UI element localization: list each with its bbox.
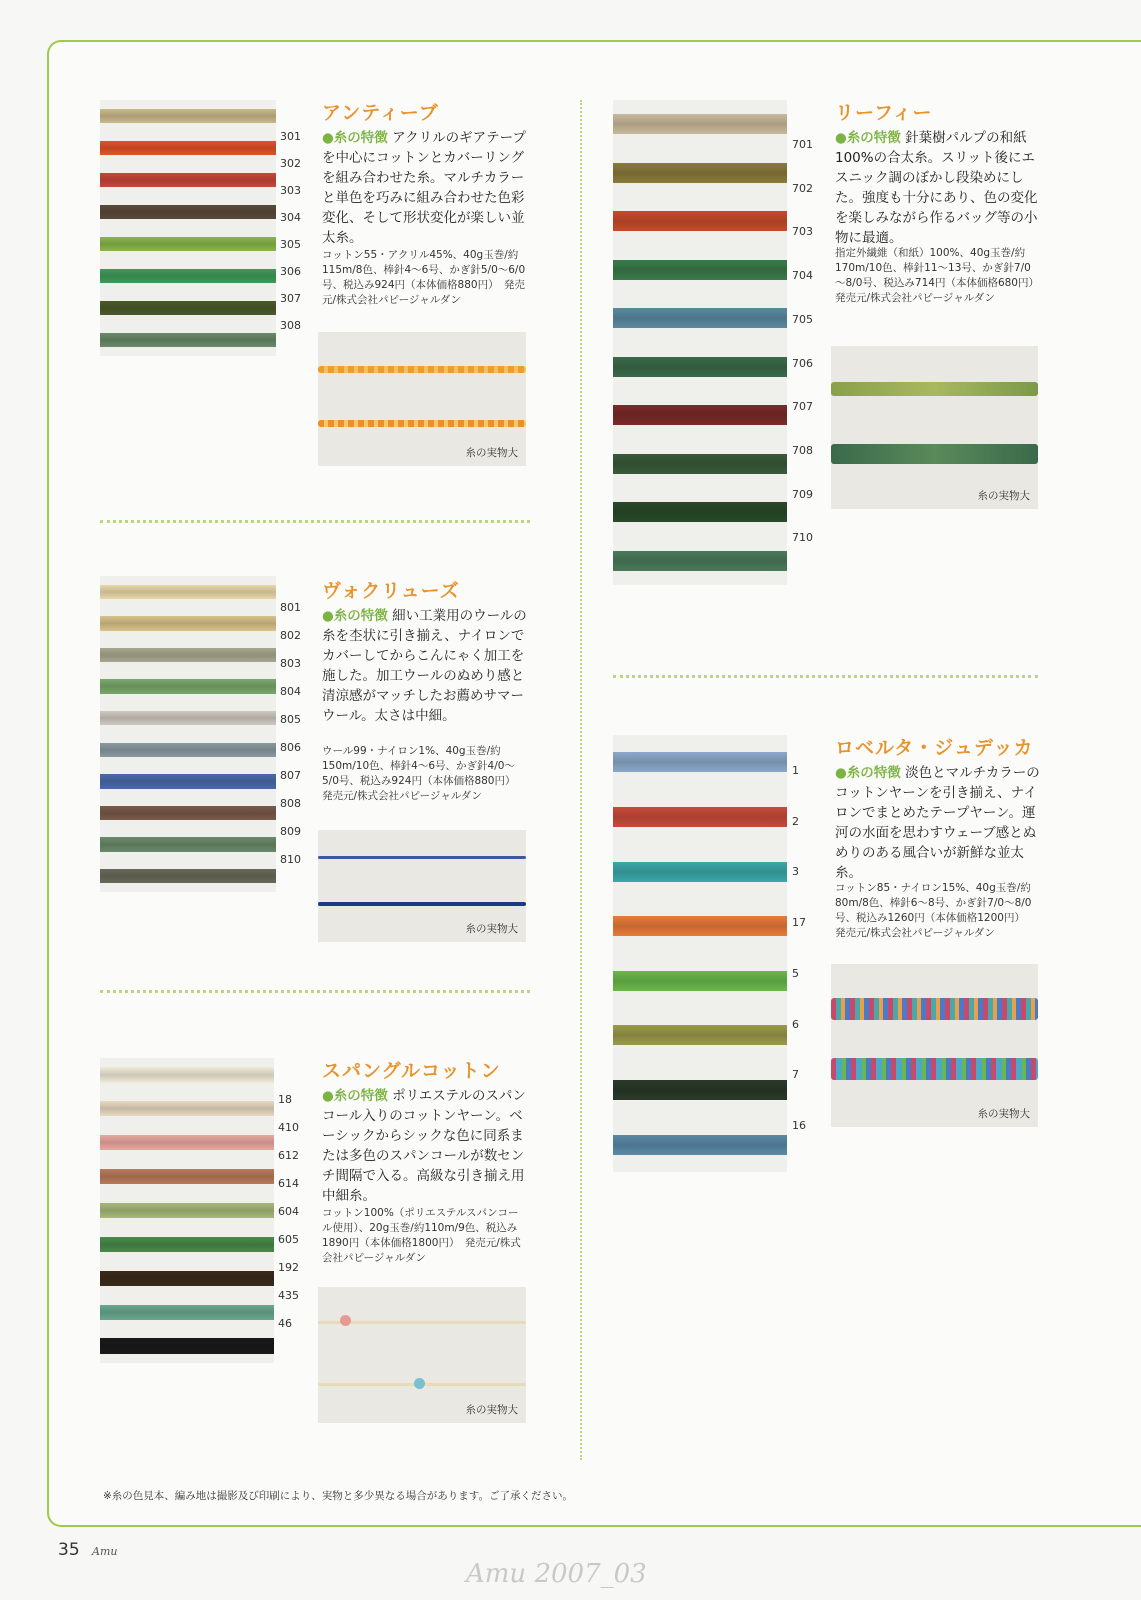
yarn-strand	[831, 444, 1038, 464]
yarn-swatch	[613, 211, 787, 231]
feature-text: アクリルのギアテープを中心にコットンとカバーリングを組み合わせた糸。マルチカラーと単色を巧みに組み合わせた色彩変化、そして形状変化が楽しい並太糸。	[322, 130, 526, 246]
actual-size-photo	[318, 332, 526, 466]
yarn-swatch	[613, 916, 787, 936]
yarn-swatch	[100, 711, 276, 725]
magazine-brand: Amu	[92, 1545, 118, 1558]
yarn-strand	[831, 1058, 1038, 1080]
color-code: 7	[792, 1068, 799, 1082]
column-divider	[580, 100, 582, 1460]
yarn-swatch	[613, 807, 787, 827]
color-code: 703	[792, 225, 813, 239]
color-code: 805	[280, 713, 301, 726]
color-code: 302	[280, 157, 301, 170]
yarn-swatch	[100, 1338, 274, 1353]
color-code: 435	[278, 1289, 299, 1302]
color-code: 801	[280, 601, 301, 614]
color-code: 3	[792, 865, 799, 879]
yarn-swatch	[613, 454, 787, 474]
actual-size-photo	[831, 346, 1038, 509]
color-code: 304	[280, 211, 301, 224]
color-code: 704	[792, 269, 813, 283]
yarn-swatch-panel	[613, 735, 787, 1172]
feature-label: ●糸の特徴	[835, 765, 901, 781]
feature-label: ●糸の特徴	[322, 1088, 388, 1104]
yarn-swatch	[613, 1135, 787, 1155]
photo-caption: 糸の実物大	[465, 1404, 518, 1416]
yarn-swatch	[100, 1237, 274, 1252]
color-code: 706	[792, 356, 813, 370]
yarn-swatch	[100, 1271, 274, 1286]
product-spec: コットン55・アクリル45%、40g玉巻/約115m/8色、棒針4～6号、かぎ針5/0～6/0号、税込み924円（本体価格880円） 発売元/株式会社パピージャルダン	[322, 249, 526, 306]
color-code: 707	[792, 400, 813, 414]
yarn-swatch	[613, 862, 787, 882]
section-divider	[100, 990, 530, 993]
yarn-swatch	[100, 616, 276, 630]
color-code: 807	[280, 769, 301, 782]
yarn-swatch	[100, 1203, 274, 1218]
yarn-swatch	[100, 1305, 274, 1320]
yarn-swatch	[100, 648, 276, 662]
yarn-swatch	[100, 743, 276, 757]
yarn-swatch	[100, 1067, 274, 1082]
feature-label: ●糸の特徴	[322, 130, 388, 146]
yarn-swatch	[613, 1025, 787, 1045]
color-code: 708	[792, 443, 813, 457]
yarn-swatch-panel	[100, 100, 276, 356]
yarn-swatch-panel	[100, 1058, 274, 1363]
sequin	[414, 1378, 425, 1389]
color-code: 614	[278, 1177, 299, 1190]
product-spec: コットン100%（ポリエステルスパンコール使用）、20g玉巻/約110m/9色、税込み1890円（本体価格1800円） 発売元/株式会社パピージャルダン	[322, 1207, 521, 1264]
yarn-swatch	[613, 502, 787, 522]
yarn-strand	[831, 382, 1038, 396]
yarn-swatch-panel	[613, 100, 787, 585]
actual-size-photo	[318, 1287, 526, 1423]
color-code: 307	[280, 292, 301, 305]
color-code: 806	[280, 741, 301, 754]
color-code: 605	[278, 1233, 299, 1246]
feature-label: ●糸の特徴	[835, 130, 901, 146]
color-code: 17	[792, 916, 806, 930]
yarn-swatch	[100, 1101, 274, 1116]
yarn-swatch	[613, 308, 787, 328]
product-feature	[322, 128, 527, 248]
yarn-swatch	[100, 1135, 274, 1150]
color-code: 709	[792, 487, 813, 501]
yarn-swatch	[613, 260, 787, 280]
yarn-swatch	[100, 205, 276, 219]
color-code: 306	[280, 265, 301, 278]
product-title: リーフィー	[835, 102, 933, 124]
product-title: スパングルコットン	[322, 1060, 501, 1082]
watermark: Amu 2007_03	[466, 1559, 647, 1589]
color-code: 192	[278, 1261, 299, 1274]
yarn-swatch	[613, 114, 787, 134]
yarn-strand	[318, 902, 526, 906]
product-spec: 指定外繊維（和紙）100%、40g玉巻/約170m/10色、棒針11～13号、かぎ針7/0～8/0号、税込み714円（本体価格680円） 発売元/株式会社パピージャルダン	[835, 247, 1045, 304]
product-title: ロベルタ・ジュデッカ	[835, 737, 1034, 759]
color-code: 604	[278, 1205, 299, 1218]
yarn-swatch	[100, 333, 276, 347]
feature-text: 細い工業用のウールの糸を杢状に引き揃え、ナイロンでカバーしてからこんにゃく加工を施した。加工ウールのぬめり感と清涼感がマッチしたお薦めサマーウール。太さは中細。	[322, 608, 527, 724]
photo-caption: 糸の実物大	[465, 923, 518, 935]
yarn-swatch	[100, 806, 276, 820]
color-code: 810	[280, 853, 301, 866]
feature-text: ポリエステルのスパンコール入りのコットンヤーン。ベーシックからシックな色に同系または多色のスパンコールが数センチ間隔で入る。高級な引き揃え用中細糸。	[322, 1088, 526, 1204]
color-code: 705	[792, 312, 813, 326]
section-divider	[100, 520, 530, 523]
yarn-swatch	[613, 1080, 787, 1100]
yarn-swatch	[100, 837, 276, 851]
yarn-strand	[318, 366, 526, 373]
section-divider	[613, 675, 1038, 678]
footer-note: ※糸の色見本、編み地は撮影及び印刷により、実物と多少異なる場合があります。ご了承ください。	[103, 1490, 573, 1502]
yarn-swatch	[613, 357, 787, 377]
product-feature	[835, 128, 1040, 248]
sequin	[340, 1315, 351, 1326]
color-code: 2	[792, 814, 799, 828]
yarn-strand	[831, 998, 1038, 1020]
color-code: 410	[278, 1121, 299, 1134]
feature-text: 針葉樹パルプの和紙100%の合太糸。スリット後にエスニック調のぼかし段染めにした。強度も十分にあり、色の変化を楽しみながら作るバッグ等の小物に最適。	[835, 130, 1038, 246]
yarn-swatch	[613, 405, 787, 425]
product-feature	[322, 606, 527, 726]
product-title: アンティーブ	[322, 102, 439, 124]
feature-text: 淡色とマルチカラーのコットンヤーンを引き揃え、ナイロンでまとめたテープヤーン。運河の水面を思わすウェーブ感とぬめりのある風合いが新鮮な並太糸。	[835, 765, 1040, 881]
yarn-swatch	[100, 585, 276, 599]
color-code: 803	[280, 657, 301, 670]
color-code: 710	[792, 531, 813, 545]
actual-size-photo	[318, 830, 526, 942]
yarn-swatch	[100, 141, 276, 155]
product-spec: コットン85・ナイロン15%、40g玉巻/約80m/8色、棒針6～8号、かぎ針7/0～8/0号、税込み1260円（本体価格1200円） 発売元/株式会社パピージャルダン	[835, 882, 1032, 939]
product-title: ヴォクリューズ	[322, 580, 460, 602]
product-feature	[322, 1086, 527, 1206]
actual-size-photo	[831, 964, 1038, 1127]
yarn-swatch	[100, 269, 276, 283]
photo-caption: 糸の実物大	[977, 490, 1030, 502]
yarn-strand	[318, 856, 526, 859]
yarn-swatch	[100, 301, 276, 315]
feature-label: ●糸の特徴	[322, 608, 388, 624]
yarn-swatch	[613, 971, 787, 991]
color-code: 809	[280, 825, 301, 838]
color-code: 702	[792, 181, 813, 195]
color-code: 303	[280, 184, 301, 197]
product-spec: ウール99・ナイロン1%、40g玉巻/約150m/10色、棒針4～6号、かぎ針4/0～5/0号、税込み924円（本体価格880円） 発売元/株式会社パピージャルダン	[322, 745, 521, 802]
color-code: 1	[792, 764, 799, 777]
yarn-swatch	[613, 163, 787, 183]
page-number: 35	[58, 1540, 80, 1560]
color-code: 46	[278, 1317, 292, 1330]
color-code: 804	[280, 685, 301, 698]
color-code: 308	[280, 319, 301, 332]
yarn-swatch	[100, 869, 276, 883]
photo-caption: 糸の実物大	[977, 1108, 1030, 1120]
yarn-strand	[318, 420, 526, 427]
yarn-swatch	[100, 109, 276, 123]
color-code: 701	[792, 138, 813, 151]
color-code: 802	[280, 629, 301, 642]
color-code: 305	[280, 238, 301, 251]
color-code: 18	[278, 1093, 292, 1106]
yarn-swatch	[100, 237, 276, 251]
color-code: 6	[792, 1017, 799, 1031]
yarn-swatch	[100, 774, 276, 788]
yarn-swatch	[613, 752, 787, 772]
color-code: 5	[792, 966, 799, 980]
color-code: 612	[278, 1149, 299, 1162]
color-code: 808	[280, 797, 301, 810]
photo-caption: 糸の実物大	[465, 447, 518, 459]
yarn-swatch	[100, 1169, 274, 1184]
yarn-swatch	[100, 173, 276, 187]
yarn-swatch	[100, 679, 276, 693]
color-code: 301	[280, 130, 301, 143]
yarn-swatch-panel	[100, 576, 276, 892]
product-feature	[835, 763, 1040, 883]
color-code: 16	[792, 1118, 806, 1132]
yarn-swatch	[613, 551, 787, 571]
